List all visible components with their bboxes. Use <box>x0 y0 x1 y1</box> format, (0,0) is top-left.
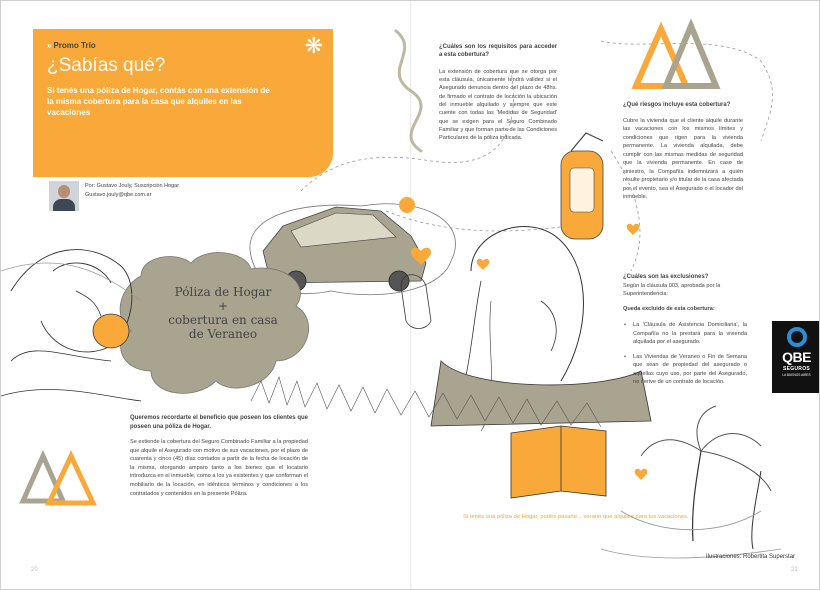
cloud-line-4: de Veraneo <box>188 327 258 341</box>
exclusions-intro: Según la cláusula 003, aprobada por la Superintendencia: <box>623 282 721 297</box>
promo-lead: Si tenés una póliza de Hogar, contás con una extensión de la misma cobertura para la casa que alquiles en las vacaciones <box>47 86 270 117</box>
author-block <box>49 181 329 211</box>
author-byline: Por: Gustavo Jouly, Suscripción Hogar <box>85 183 180 189</box>
cloud-line-1: Póliza de Hogar <box>174 285 272 299</box>
promo-label <box>47 41 319 50</box>
page-number-left: 20 <box>31 567 38 573</box>
risks-question: ¿Qué riesgos incluye esta cobertura? <box>623 102 731 108</box>
author-email: Gustavo.jouly@qbe.com.ar <box>85 192 152 198</box>
promo-label-text: Promo Trío <box>53 41 96 50</box>
logo-sub: SEGUROS <box>782 366 811 372</box>
promo-box <box>33 29 333 177</box>
exclusions-question: ¿Cuáles son las exclusiones? <box>623 274 709 280</box>
heart-icon-4 <box>477 259 490 270</box>
avatar <box>49 181 79 211</box>
list-item: • Las Viviendas de Veraneo o Fin de Semana que sean de propiedad del asegurado o aquellas cuyo uso, por parte del Asegurado, no derive de un contrato de locación. <box>633 353 747 387</box>
orange-note: Si tenés una póliza de Hogar, podés pasarte... verano que alquiles para tus vacaciones. <box>463 514 689 520</box>
left-article <box>130 414 308 498</box>
steam-squiggle <box>396 31 421 151</box>
page-number-right: 21 <box>791 567 798 573</box>
risks-column <box>623 101 743 202</box>
exclusions-column <box>623 273 747 393</box>
warning-triangle-icon-2 <box>636 26 716 86</box>
exclusions-list <box>623 321 747 387</box>
sleeping-man <box>1 250 141 401</box>
qbe-ring-icon <box>787 327 807 347</box>
list-item: • La 'Cláusula de Asistencia Domiciliaria', la Compañía no la prestará para la vivienda alquilada por el asegurado. <box>633 321 747 347</box>
warning-triangle-icon <box>23 456 93 503</box>
heart-icon-3 <box>635 469 648 480</box>
palm-tree-icon <box>601 406 781 558</box>
promo-title: ¿Sabías qué? <box>47 55 166 76</box>
fire-extinguisher-icon <box>561 133 603 239</box>
logo-name: QBE <box>782 349 811 365</box>
cloud-line-2: + <box>217 299 229 313</box>
snowflake-icon: ❋ <box>304 33 323 58</box>
requirements-column <box>439 43 557 142</box>
left-article-lead: Queremos recordarte el beneficio que poseen los clientes que poseen una póliza de Hogar. <box>130 415 308 430</box>
left-article-body: Se extiende la cobertura del Seguro Combinado Familiar a la propiedad que alquile el Asegurado con motivo de sus vacaciones, por el plazo de cuarenta y cinco (45) días contados a partir de la fecha de locación de la misma, otorgando amparo tanto a los bienes que el locatario introduzca en el inmueble, como a los ya existentes y que conforman el mobiliario de la locación, en idénticos términos y condiciones a los contratados y contenidos en la presente Póliza. <box>130 439 308 497</box>
qbe-logo <box>772 321 820 393</box>
risks-body: Cubre la vivienda que el cliente alquile durante las vacaciones con los mismos límites y condiciones que rigen para la vivienda permanente. La vivienda alquilada, debe cumplir con las mismas medidas de seguridad que la vivienda permanente. En caso de siniestro, la Compañía indemnizará a quién resulte propietario y/o titular de la casa afectada por el evento, sea el Asegurado o el locador del inmueble. <box>623 117 743 200</box>
cloud-line-3: cobertura en casa <box>168 313 278 327</box>
cloud-text <box>143 285 303 341</box>
requirements-body: La extensión de cobertura que se otorga por esta cláusula, únicamente tendrá validez si el Asegurado denuncia dentro del plazo de 48hs. de firmado el contrato de locación la ubicación del inmueble alquilado y siempre que este cuente con todas las 'Medidas de Seguridad' que se exigen para el Seguro Combinado Familiar y que forman parte de las Condiciones Particulares de la póliza indicada. <box>439 68 557 142</box>
heart-icon-2 <box>627 224 640 235</box>
logo-tagline: LA BUENOS AIRES <box>782 373 811 377</box>
illustration-credits: Ilustraciones: Robertita Superstar <box>706 554 796 560</box>
reading-girl <box>401 227 651 498</box>
chevron-right-icon: » <box>47 41 52 50</box>
requirements-question: ¿Cuáles son los requisitos para acceder a esta cobertura? <box>439 44 557 59</box>
decor-line <box>1 263 141 301</box>
exclusions-subtitle: Queda excluido de esta cobertura: <box>623 305 715 312</box>
